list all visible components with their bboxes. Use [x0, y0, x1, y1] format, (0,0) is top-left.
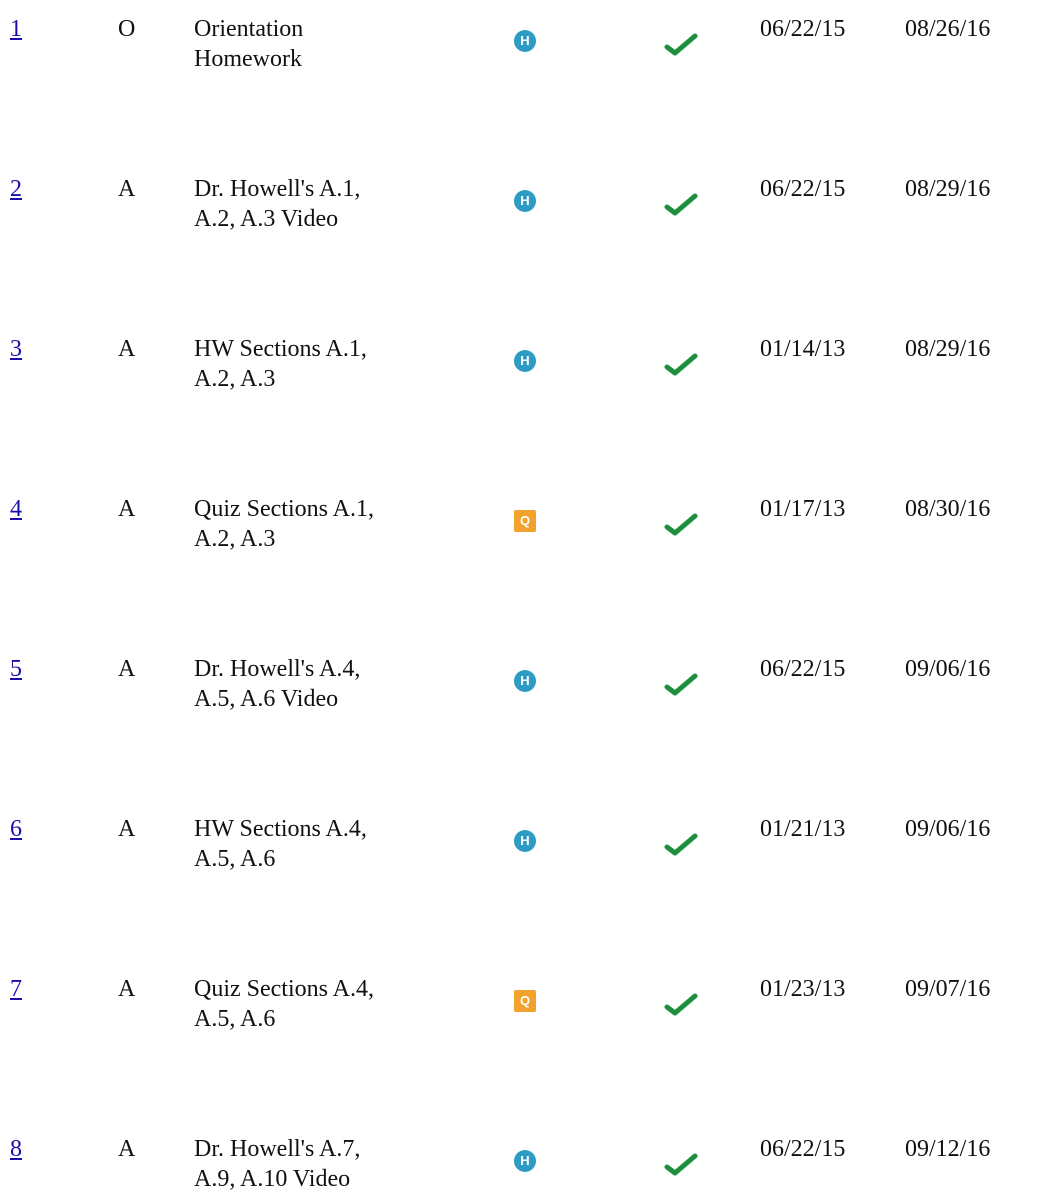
assignment-link[interactable]: 2 — [10, 176, 22, 202]
assignment-title-line1: Dr. Howell's A.7, — [194, 1136, 361, 1162]
check-icon — [664, 32, 698, 58]
chapter-label: A — [118, 1136, 136, 1162]
chapter-label: A — [118, 976, 136, 1002]
check-icon — [664, 672, 698, 698]
assignment-title-line2: A.2, A.3 Video — [194, 206, 339, 232]
homework-icon: H — [514, 350, 536, 372]
assignment-title — [194, 334, 484, 394]
assignment-title-line2: A.5, A.6 Video — [194, 686, 339, 712]
check-icon — [664, 992, 698, 1018]
assigned-date: 06/22/15 — [760, 16, 846, 42]
assignment-title-line1: Dr. Howell's A.4, — [194, 656, 361, 682]
due-date: 08/29/16 — [905, 336, 991, 362]
assignment-row — [0, 160, 1041, 240]
due-date: 09/06/16 — [905, 816, 991, 842]
assignment-row — [0, 480, 1041, 560]
assignment-number — [10, 814, 22, 844]
quiz-icon: Q — [514, 990, 536, 1012]
assignment-row — [0, 1120, 1041, 1200]
assignment-number — [10, 174, 22, 204]
assignment-link[interactable]: 6 — [10, 816, 22, 842]
assignment-title-line2: A.5, A.6 — [194, 846, 276, 872]
assignment-title — [194, 494, 484, 554]
assigned-date: 01/14/13 — [760, 336, 846, 362]
assignment-title-line1: HW Sections A.4, — [194, 816, 367, 842]
assignment-title-line1: Dr. Howell's A.1, — [194, 176, 361, 202]
assignment-title-line2: A.2, A.3 — [194, 526, 276, 552]
chapter-label: A — [118, 336, 136, 362]
assignment-link[interactable]: 3 — [10, 336, 22, 362]
assignment-number — [10, 334, 22, 364]
chapter-label: A — [118, 176, 136, 202]
assignment-number — [10, 494, 22, 524]
assigned-date: 06/22/15 — [760, 656, 846, 682]
assignment-number — [10, 1134, 22, 1164]
chapter-label: O — [118, 16, 136, 42]
check-icon — [664, 352, 698, 378]
due-date: 09/07/16 — [905, 976, 991, 1002]
chapter-label: A — [118, 496, 136, 522]
assignment-row — [0, 960, 1041, 1040]
homework-icon: H — [514, 30, 536, 52]
chapter-label: A — [118, 656, 136, 682]
assignment-title — [194, 174, 484, 234]
assignment-title-line2: A.2, A.3 — [194, 366, 276, 392]
assigned-date: 06/22/15 — [760, 176, 846, 202]
check-icon — [664, 192, 698, 218]
due-date: 08/30/16 — [905, 496, 991, 522]
assigned-date: 01/21/13 — [760, 816, 846, 842]
due-date: 08/26/16 — [905, 16, 991, 42]
assignment-number — [10, 14, 22, 44]
assignment-title — [194, 974, 484, 1034]
homework-icon: H — [514, 190, 536, 212]
assignment-row — [0, 0, 1041, 80]
homework-icon: H — [514, 830, 536, 852]
assignment-title — [194, 814, 484, 874]
assignment-title-line1: Quiz Sections A.4, — [194, 976, 374, 1002]
assignment-link[interactable]: 7 — [10, 976, 22, 1002]
assignment-title-line1: HW Sections A.1, — [194, 336, 367, 362]
assignment-title — [194, 654, 484, 714]
assignment-number — [10, 974, 22, 1004]
assignment-title — [194, 14, 484, 74]
due-date: 08/29/16 — [905, 176, 991, 202]
assignment-link[interactable]: 4 — [10, 496, 22, 522]
assigned-date: 01/23/13 — [760, 976, 846, 1002]
assignment-row — [0, 800, 1041, 880]
assignment-link[interactable]: 5 — [10, 656, 22, 682]
check-icon — [664, 832, 698, 858]
assignment-row — [0, 640, 1041, 720]
assignment-title — [194, 1134, 484, 1194]
assignment-row — [0, 320, 1041, 400]
assigned-date: 06/22/15 — [760, 1136, 846, 1162]
assignment-title-line1: Orientation — [194, 16, 304, 42]
assignment-title-line2: Homework — [194, 46, 302, 72]
assignment-title-line2: A.9, A.10 Video — [194, 1166, 351, 1192]
due-date: 09/06/16 — [905, 656, 991, 682]
homework-icon: H — [514, 670, 536, 692]
chapter-label: A — [118, 816, 136, 842]
due-date: 09/12/16 — [905, 1136, 991, 1162]
assignment-title-line1: Quiz Sections A.1, — [194, 496, 374, 522]
assignment-link[interactable]: 8 — [10, 1136, 22, 1162]
quiz-icon: Q — [514, 510, 536, 532]
check-icon — [664, 512, 698, 538]
assigned-date: 01/17/13 — [760, 496, 846, 522]
homework-icon: H — [514, 1150, 536, 1172]
assignment-number — [10, 654, 22, 684]
check-icon — [664, 1152, 698, 1178]
assignment-link[interactable]: 1 — [10, 16, 22, 42]
assignment-title-line2: A.5, A.6 — [194, 1006, 276, 1032]
